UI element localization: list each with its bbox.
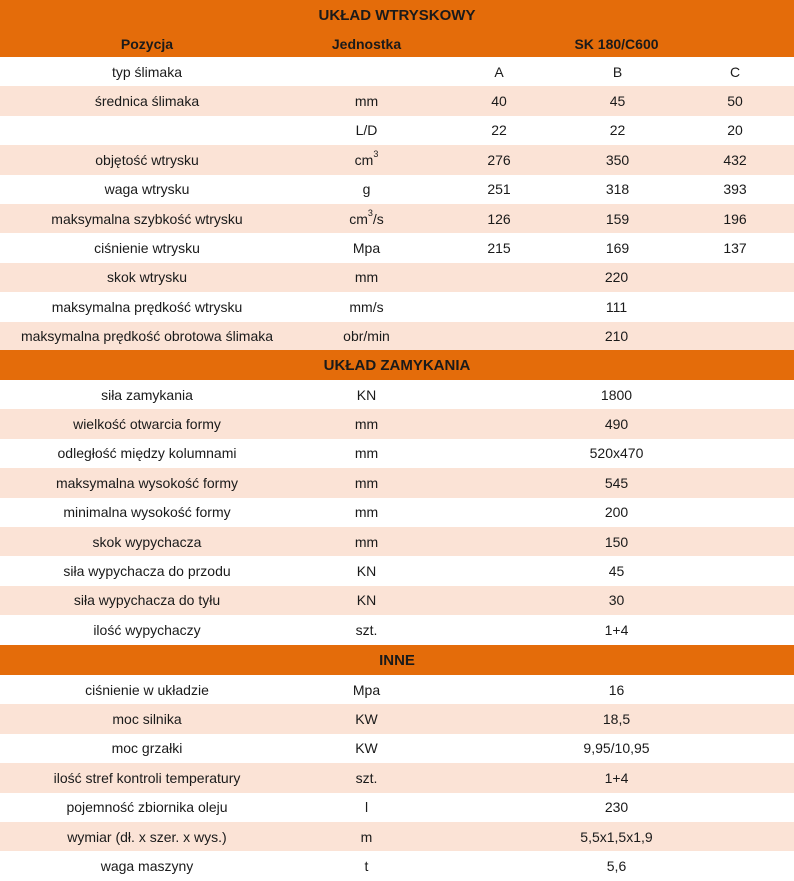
row-value-b: 169 xyxy=(605,240,630,257)
row-value-c: C xyxy=(729,63,741,80)
row-label: objętość wtrysku xyxy=(95,151,199,168)
row-unit xyxy=(294,208,439,227)
row-value: 490 xyxy=(604,416,629,433)
table-row xyxy=(0,675,794,704)
table-row xyxy=(0,145,794,174)
table-row xyxy=(0,175,794,204)
row-unit: mm/s xyxy=(349,298,384,315)
row-label: ciśnienie w układzie xyxy=(85,681,209,698)
row-label: skok wtrysku xyxy=(106,269,188,286)
row-unit: mm xyxy=(354,474,379,491)
row-unit: KW xyxy=(355,740,378,757)
row-unit: mm xyxy=(354,93,379,110)
unit-base: cm xyxy=(354,151,374,168)
table-row xyxy=(0,204,794,233)
unit-base: cm xyxy=(349,210,368,227)
row-unit: l xyxy=(364,799,369,816)
row-value-a: 22 xyxy=(491,122,507,139)
row-unit: KW xyxy=(355,711,378,728)
row-label: maksymalna prędkość wtrysku xyxy=(51,298,243,315)
header-unit: Jednostka xyxy=(331,35,402,52)
row-value: 150 xyxy=(604,533,629,550)
row-value: 545 xyxy=(604,474,629,491)
row-value: 5,5x1,5x1,9 xyxy=(580,828,653,845)
row-value: 210 xyxy=(604,328,629,345)
row-value: 18,5 xyxy=(602,711,631,728)
row-value-c: 20 xyxy=(727,122,743,139)
row-label: średnica ślimaka xyxy=(94,93,200,110)
row-unit: KN xyxy=(356,563,377,580)
row-value-b: 318 xyxy=(605,181,630,198)
row-unit xyxy=(294,149,439,168)
row-label: siła zamykania xyxy=(101,386,193,403)
row-value: 5,6 xyxy=(606,858,627,875)
row-value: 200 xyxy=(604,504,629,521)
row-value-a: 40 xyxy=(491,93,507,110)
table-row xyxy=(0,439,794,468)
row-value: 520x470 xyxy=(589,445,644,462)
row-value: 1+4 xyxy=(604,769,629,786)
row-value-a: 215 xyxy=(487,240,511,257)
table-row xyxy=(0,763,794,792)
row-value: 16 xyxy=(608,681,625,698)
row-unit: obr/min xyxy=(343,328,390,345)
row-value: 30 xyxy=(608,592,625,609)
row-label: skok wypychacza xyxy=(92,533,202,550)
table-row xyxy=(0,322,794,351)
section-title: UKŁAD ZAMYKANIA xyxy=(323,356,471,374)
table-row xyxy=(0,556,794,585)
table-row xyxy=(0,851,794,880)
row-label: moc grzałki xyxy=(111,740,183,757)
unit-tail: /s xyxy=(372,210,384,227)
unit-superscript: 3 xyxy=(373,149,379,160)
header-position: Pozycja xyxy=(120,35,174,52)
table-row xyxy=(0,380,794,409)
row-value-c: 432 xyxy=(723,151,747,168)
row-value-a: 126 xyxy=(487,210,511,227)
row-value-a: A xyxy=(494,63,504,80)
table-row xyxy=(0,263,794,292)
row-unit: mm xyxy=(354,416,379,433)
header-model: SK 180/C600 xyxy=(574,35,659,52)
row-value-a: 251 xyxy=(487,181,511,198)
row-value: 9,95/10,95 xyxy=(583,740,650,757)
row-value-b: 22 xyxy=(609,122,626,139)
row-value-a: 276 xyxy=(487,151,511,168)
table-row xyxy=(0,527,794,556)
table-row xyxy=(0,615,794,644)
section-clamping xyxy=(0,350,794,380)
table-row xyxy=(0,468,794,497)
row-unit: Mpa xyxy=(352,240,381,257)
row-unit: t xyxy=(364,858,369,875)
section-injection xyxy=(0,0,794,30)
table-row xyxy=(0,57,794,86)
table-row xyxy=(0,734,794,763)
row-label: maksymalna prędkość obrotowa ślimaka xyxy=(20,328,274,345)
row-unit: KN xyxy=(356,386,377,403)
row-unit: Mpa xyxy=(352,681,381,698)
table-row xyxy=(0,116,794,145)
table-row xyxy=(0,409,794,438)
row-value-b: 45 xyxy=(609,93,626,110)
row-label: ilość wypychaczy xyxy=(93,621,201,638)
table-row xyxy=(0,233,794,262)
row-label: moc silnika xyxy=(112,711,182,728)
row-label: typ ślimaka xyxy=(111,63,183,80)
table-header xyxy=(0,30,794,57)
row-label: waga maszyny xyxy=(100,858,194,875)
table-row xyxy=(0,498,794,527)
row-unit: g xyxy=(362,181,371,198)
row-label: waga wtrysku xyxy=(104,181,190,198)
row-value: 230 xyxy=(604,799,629,816)
section-other xyxy=(0,645,794,675)
row-label: maksymalna szybkość wtrysku xyxy=(51,210,243,227)
table-row xyxy=(0,793,794,822)
row-label: minimalna wysokość formy xyxy=(63,504,231,521)
row-value: 45 xyxy=(608,563,625,580)
row-label: siła wypychacza do przodu xyxy=(63,563,231,580)
row-value-b: 350 xyxy=(605,151,630,168)
table-row xyxy=(0,586,794,615)
section-title: UKŁAD WTRYSKOWY xyxy=(318,6,476,24)
row-unit: mm xyxy=(354,504,379,521)
row-label: wielkość otwarcia formy xyxy=(73,416,221,433)
row-unit: L/D xyxy=(355,122,378,139)
table-row xyxy=(0,822,794,851)
row-unit: m xyxy=(360,828,373,845)
row-label: siła wypychacza do tyłu xyxy=(73,592,221,609)
table-row xyxy=(0,292,794,321)
row-value: 1800 xyxy=(600,386,633,403)
row-unit: mm xyxy=(354,269,379,286)
row-value: 1+4 xyxy=(604,621,629,638)
row-label: pojemność zbiornika oleju xyxy=(66,799,228,816)
table-row xyxy=(0,704,794,733)
row-label: maksymalna wysokość formy xyxy=(55,474,239,491)
row-value-c: 393 xyxy=(723,181,747,198)
row-value: 111 xyxy=(605,298,628,315)
row-label: wymiar (dł. x szer. x wys.) xyxy=(67,828,227,845)
row-label: ilość stref kontroli temperatury xyxy=(53,769,241,786)
row-value-c: 137 xyxy=(723,240,747,257)
row-unit: KN xyxy=(356,592,377,609)
row-value: 220 xyxy=(604,269,629,286)
row-value-b: B xyxy=(612,63,623,80)
row-label: ciśnienie wtrysku xyxy=(94,240,200,257)
unit-superscript: 3 xyxy=(367,208,373,219)
section-title: INNE xyxy=(379,651,415,669)
row-unit: mm xyxy=(354,445,379,462)
row-unit: mm xyxy=(354,533,379,550)
row-label: odległość między kolumnami xyxy=(57,445,237,462)
row-value-c: 50 xyxy=(727,93,743,110)
row-unit: szt. xyxy=(355,621,378,638)
table-row xyxy=(0,86,794,115)
row-value-b: 159 xyxy=(605,210,630,227)
row-unit: szt. xyxy=(355,769,378,786)
row-value-c: 196 xyxy=(723,210,747,227)
